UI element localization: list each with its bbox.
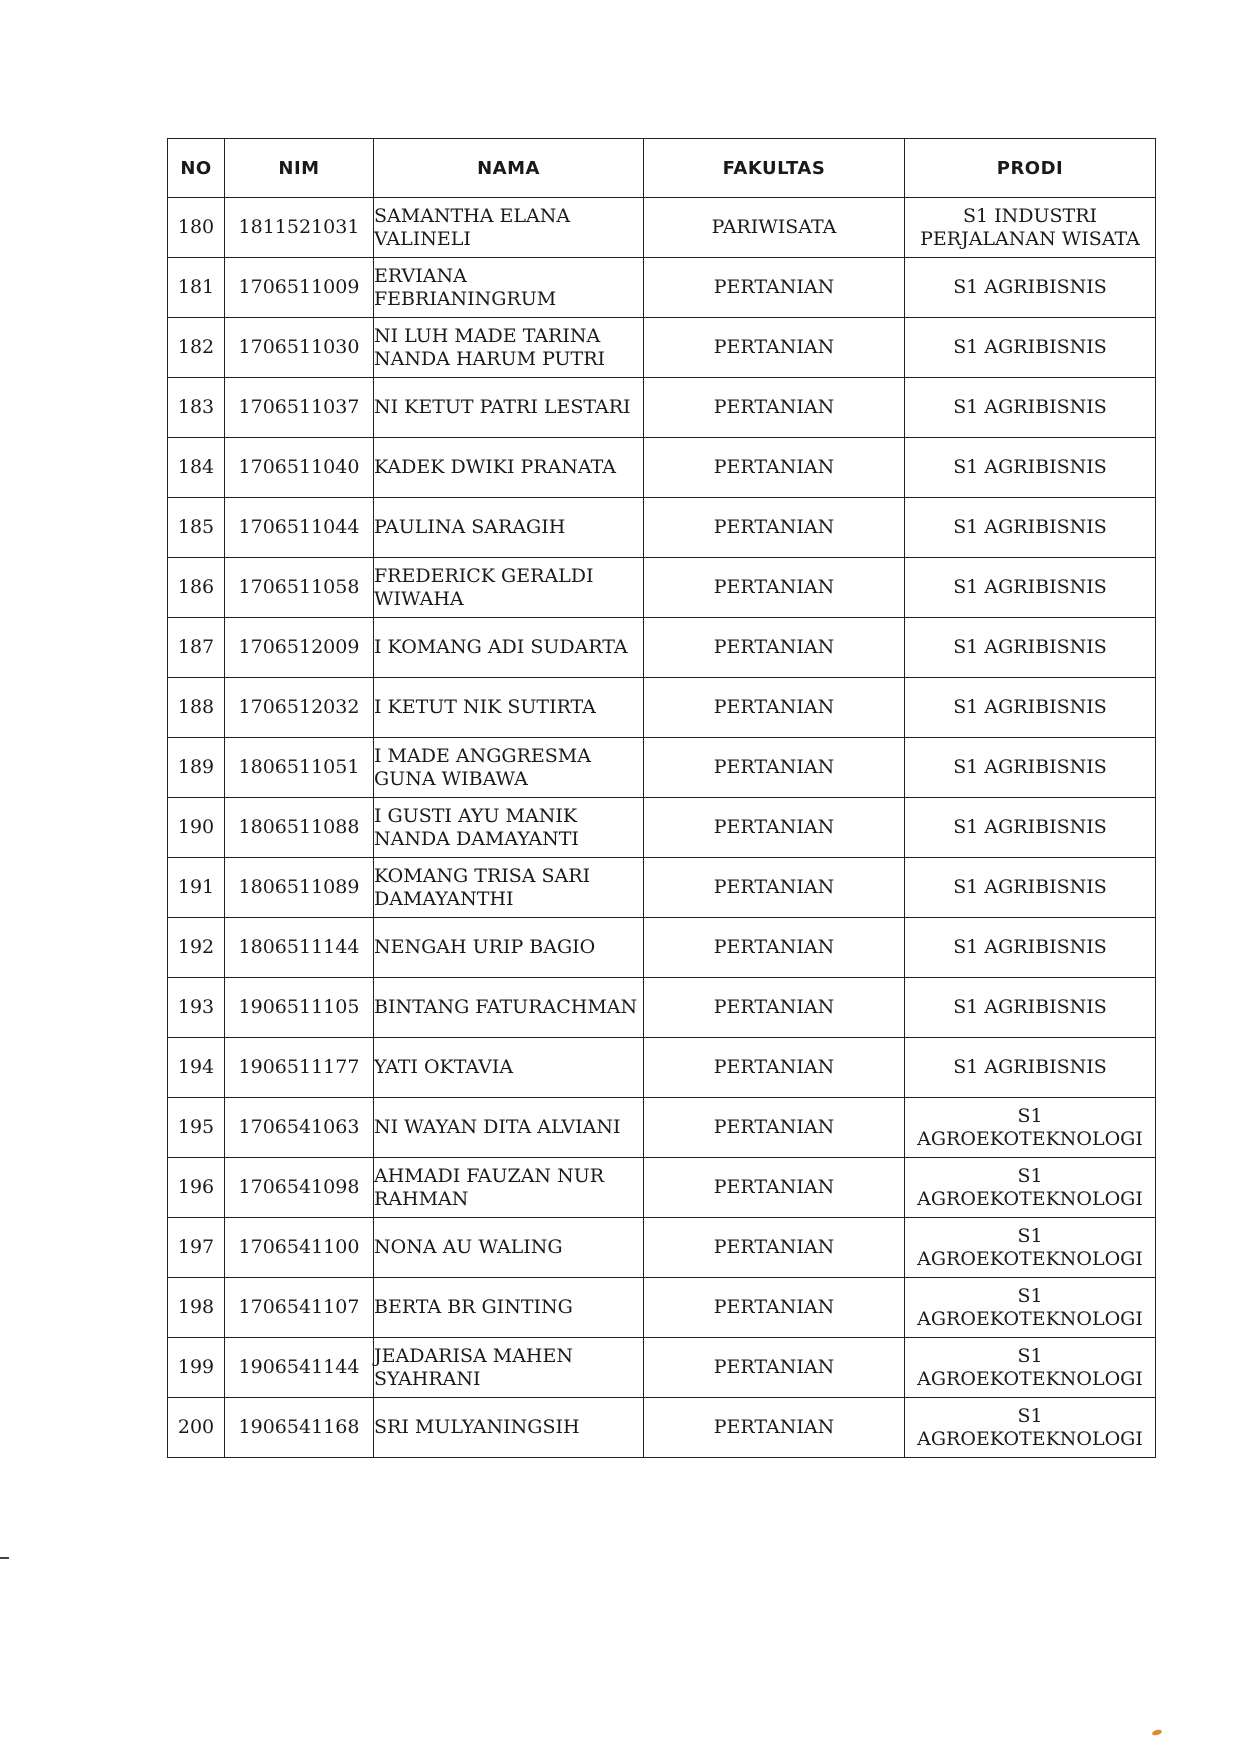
- cell-prodi: S1 AGRIBISNIS: [905, 318, 1156, 378]
- table-row: [168, 258, 1156, 318]
- cell-fakultas: PERTANIAN: [644, 1098, 905, 1158]
- cell-no: 189: [168, 738, 225, 798]
- cell-nama: KADEK DWIKI PRANATA: [374, 438, 644, 498]
- cell-fakultas: PERTANIAN: [644, 738, 905, 798]
- cell-no: 181: [168, 258, 225, 318]
- cell-nama: BERTA BR GINTING: [374, 1278, 644, 1338]
- cell-prodi: S1 AGROEKOTEKNOLOGI: [905, 1158, 1156, 1218]
- ink-stain: [1152, 1729, 1163, 1736]
- cell-prodi: S1 AGROEKOTEKNOLOGI: [905, 1338, 1156, 1398]
- header-no: NO: [168, 139, 225, 198]
- cell-nim: 1811521031: [225, 198, 374, 258]
- cell-nama: BINTANG FATURACHMAN: [374, 978, 644, 1038]
- cell-fakultas: PERTANIAN: [644, 498, 905, 558]
- cell-nim: 1706512032: [225, 678, 374, 738]
- cell-fakultas: PERTANIAN: [644, 798, 905, 858]
- cell-prodi: S1 AGRIBISNIS: [905, 738, 1156, 798]
- table-row: [168, 1038, 1156, 1098]
- cell-nim: 1806511144: [225, 918, 374, 978]
- table-row: [168, 1398, 1156, 1458]
- cell-no: 200: [168, 1398, 225, 1458]
- cell-nama: NONA AU WALING: [374, 1218, 644, 1278]
- cell-no: 195: [168, 1098, 225, 1158]
- cell-prodi: S1 AGRIBISNIS: [905, 678, 1156, 738]
- header-fakultas: FAKULTAS: [644, 139, 905, 198]
- cell-nama: I KOMANG ADI SUDARTA: [374, 618, 644, 678]
- table-row: [168, 1278, 1156, 1338]
- cell-nama: PAULINA SARAGIH: [374, 498, 644, 558]
- cell-no: 188: [168, 678, 225, 738]
- scan-mark: [0, 1557, 9, 1559]
- cell-nama: JEADARISA MAHEN SYAHRANI: [374, 1338, 644, 1398]
- cell-fakultas: PERTANIAN: [644, 1278, 905, 1338]
- cell-fakultas: PERTANIAN: [644, 618, 905, 678]
- cell-nama: KOMANG TRISA SARI DAMAYANTHI: [374, 858, 644, 918]
- header-row: [168, 139, 1156, 198]
- table-row: [168, 378, 1156, 438]
- cell-no: 187: [168, 618, 225, 678]
- cell-nim: 1706511009: [225, 258, 374, 318]
- cell-no: 192: [168, 918, 225, 978]
- cell-fakultas: PERTANIAN: [644, 1218, 905, 1278]
- cell-fakultas: PARIWISATA: [644, 198, 905, 258]
- cell-nim: 1706511030: [225, 318, 374, 378]
- cell-nama: AHMADI FAUZAN NUR RAHMAN: [374, 1158, 644, 1218]
- cell-nim: 1706511040: [225, 438, 374, 498]
- cell-prodi: S1 AGROEKOTEKNOLOGI: [905, 1278, 1156, 1338]
- table-row: [168, 558, 1156, 618]
- table-body: [168, 198, 1156, 1458]
- cell-prodi: S1 AGRIBISNIS: [905, 498, 1156, 558]
- cell-nama: I GUSTI AYU MANIK NANDA DAMAYANTI: [374, 798, 644, 858]
- cell-fakultas: PERTANIAN: [644, 678, 905, 738]
- table-row: [168, 1218, 1156, 1278]
- table-row: [168, 678, 1156, 738]
- cell-fakultas: PERTANIAN: [644, 918, 905, 978]
- table-row: [168, 978, 1156, 1038]
- cell-no: 180: [168, 198, 225, 258]
- header-prodi: PRODI: [905, 139, 1156, 198]
- table-row: [168, 738, 1156, 798]
- cell-nim: 1806511088: [225, 798, 374, 858]
- cell-nim: 1906511105: [225, 978, 374, 1038]
- table-row: [168, 1158, 1156, 1218]
- cell-no: 199: [168, 1338, 225, 1398]
- cell-nama: NI KETUT PATRI LESTARI: [374, 378, 644, 438]
- cell-prodi: S1 AGRIBISNIS: [905, 618, 1156, 678]
- cell-nama: ERVIANA FEBRIANINGRUM: [374, 258, 644, 318]
- cell-fakultas: PERTANIAN: [644, 378, 905, 438]
- cell-fakultas: PERTANIAN: [644, 318, 905, 378]
- cell-nim: 1906541144: [225, 1338, 374, 1398]
- cell-nim: 1906541168: [225, 1398, 374, 1458]
- cell-prodi: S1 AGRIBISNIS: [905, 438, 1156, 498]
- cell-nim: 1706511058: [225, 558, 374, 618]
- cell-no: 184: [168, 438, 225, 498]
- cell-prodi: S1 AGRIBISNIS: [905, 918, 1156, 978]
- cell-no: 185: [168, 498, 225, 558]
- cell-nim: 1706541107: [225, 1278, 374, 1338]
- cell-fakultas: PERTANIAN: [644, 438, 905, 498]
- cell-nim: 1706511037: [225, 378, 374, 438]
- cell-fakultas: PERTANIAN: [644, 1338, 905, 1398]
- student-table: [167, 138, 1156, 1458]
- cell-prodi: S1 AGROEKOTEKNOLOGI: [905, 1218, 1156, 1278]
- cell-nim: 1706512009: [225, 618, 374, 678]
- cell-no: 198: [168, 1278, 225, 1338]
- cell-fakultas: PERTANIAN: [644, 858, 905, 918]
- cell-prodi: S1 AGRIBISNIS: [905, 1038, 1156, 1098]
- table-row: [168, 438, 1156, 498]
- table-row: [168, 918, 1156, 978]
- cell-prodi: S1 AGRIBISNIS: [905, 798, 1156, 858]
- cell-nama: YATI OKTAVIA: [374, 1038, 644, 1098]
- cell-nama: NI LUH MADE TARINA NANDA HARUM PUTRI: [374, 318, 644, 378]
- table-row: [168, 618, 1156, 678]
- cell-fakultas: PERTANIAN: [644, 1038, 905, 1098]
- cell-no: 182: [168, 318, 225, 378]
- cell-nama: SRI MULYANINGSIH: [374, 1398, 644, 1458]
- cell-prodi: S1 INDUSTRI PERJALANAN WISATA: [905, 198, 1156, 258]
- cell-fakultas: PERTANIAN: [644, 258, 905, 318]
- cell-nama: NENGAH URIP BAGIO: [374, 918, 644, 978]
- cell-nama: I KETUT NIK SUTIRTA: [374, 678, 644, 738]
- table-row: [168, 198, 1156, 258]
- cell-prodi: S1 AGROEKOTEKNOLOGI: [905, 1398, 1156, 1458]
- cell-no: 194: [168, 1038, 225, 1098]
- cell-fakultas: PERTANIAN: [644, 1158, 905, 1218]
- cell-fakultas: PERTANIAN: [644, 1398, 905, 1458]
- cell-nim: 1706511044: [225, 498, 374, 558]
- header-nim: NIM: [225, 139, 374, 198]
- header-nama: NAMA: [374, 139, 644, 198]
- table-row: [168, 798, 1156, 858]
- cell-prodi: S1 AGRIBISNIS: [905, 378, 1156, 438]
- cell-prodi: S1 AGROEKOTEKNOLOGI: [905, 1098, 1156, 1158]
- table-row: [168, 858, 1156, 918]
- cell-no: 196: [168, 1158, 225, 1218]
- cell-prodi: S1 AGRIBISNIS: [905, 978, 1156, 1038]
- table-header: [168, 139, 1156, 198]
- cell-nim: 1706541098: [225, 1158, 374, 1218]
- table-row: [168, 318, 1156, 378]
- cell-fakultas: PERTANIAN: [644, 558, 905, 618]
- cell-prodi: S1 AGRIBISNIS: [905, 858, 1156, 918]
- table-row: [168, 1098, 1156, 1158]
- cell-nama: I MADE ANGGRESMA GUNA WIBAWA: [374, 738, 644, 798]
- cell-no: 186: [168, 558, 225, 618]
- cell-nim: 1706541100: [225, 1218, 374, 1278]
- cell-nama: NI WAYAN DITA ALVIANI: [374, 1098, 644, 1158]
- cell-no: 183: [168, 378, 225, 438]
- cell-prodi: S1 AGRIBISNIS: [905, 258, 1156, 318]
- cell-no: 197: [168, 1218, 225, 1278]
- cell-nama: FREDERICK GERALDI WIWAHA: [374, 558, 644, 618]
- cell-nama: SAMANTHA ELANA VALINELI: [374, 198, 644, 258]
- cell-nim: 1806511051: [225, 738, 374, 798]
- cell-fakultas: PERTANIAN: [644, 978, 905, 1038]
- cell-no: 190: [168, 798, 225, 858]
- cell-prodi: S1 AGRIBISNIS: [905, 558, 1156, 618]
- cell-no: 193: [168, 978, 225, 1038]
- cell-nim: 1906511177: [225, 1038, 374, 1098]
- cell-nim: 1806511089: [225, 858, 374, 918]
- cell-no: 191: [168, 858, 225, 918]
- cell-nim: 1706541063: [225, 1098, 374, 1158]
- table-row: [168, 1338, 1156, 1398]
- table-row: [168, 498, 1156, 558]
